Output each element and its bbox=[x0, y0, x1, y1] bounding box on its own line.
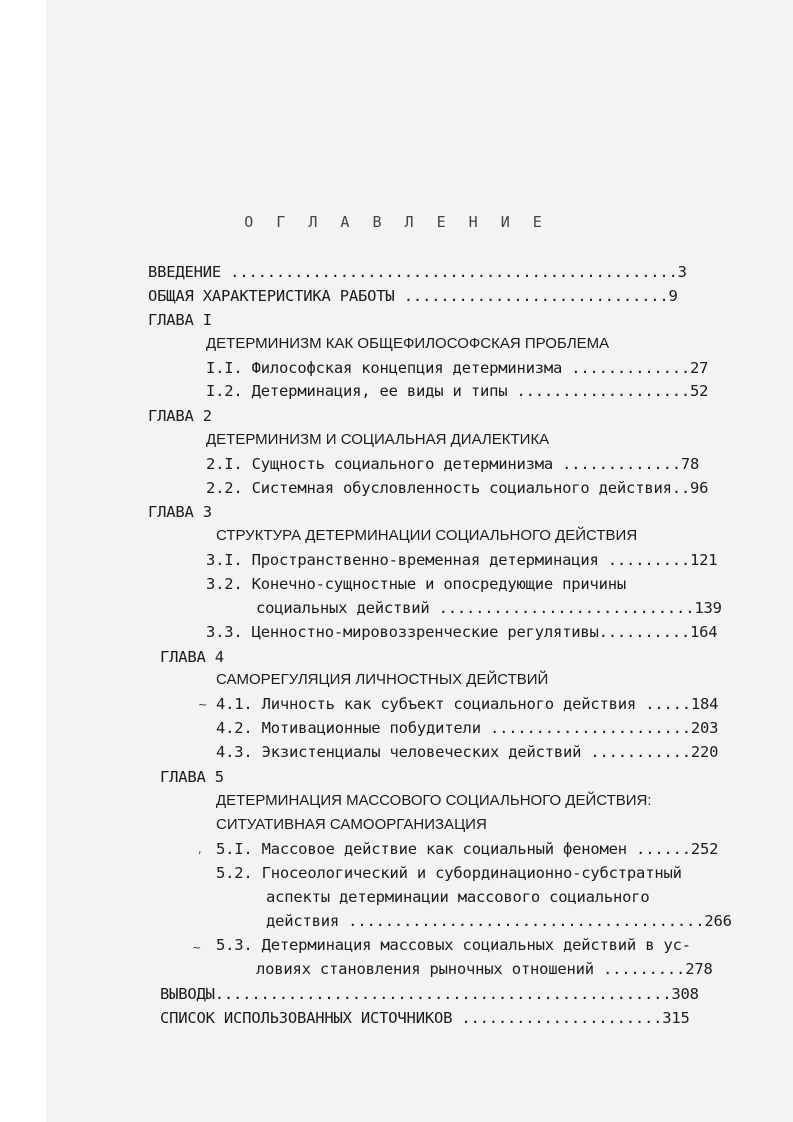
toc-chapter-1: ГЛАВА I bbox=[148, 311, 212, 329]
toc-heading: О Г Л А В Л Е Н И Е bbox=[244, 213, 549, 231]
toc-entry-5-2-cont2: действия .......................................266 bbox=[266, 912, 732, 930]
toc-entry-5-2: 5.2. Гносеологический и субординационно-субстратный bbox=[216, 864, 682, 882]
toc-entry-3-2: 3.2. Конечно-сущностные и опосредующие причины bbox=[206, 575, 627, 593]
pen-mark: ~ bbox=[198, 698, 208, 711]
toc-entry-1-1: I.I. Философская концепция детерминизма .............27 bbox=[206, 359, 709, 377]
pen-mark: ~ bbox=[192, 941, 202, 954]
toc-entry-3-2-cont: социальных действий ............................139 bbox=[256, 599, 722, 617]
toc-entry-5-2-cont: аспекты детерминации массового социального bbox=[266, 888, 650, 906]
toc-entry-5-3-cont: ловиях становления рыночных отношений .........278 bbox=[256, 960, 713, 978]
toc-chapter-2: ГЛАВА 2 bbox=[148, 407, 212, 425]
toc-entry-5-3: 5.3. Детерминация массовых социальных действий в ус- bbox=[216, 936, 691, 954]
toc-entry-4-3: 4.3. Экзистенциалы человеческих действий ...........220 bbox=[216, 743, 719, 761]
toc-entry-3-3: 3.3. Ценностно-мировоззренческие регулятивы..........164 bbox=[206, 623, 718, 641]
toc-entry-references: СПИСОК ИСПОЛЬЗОВАННЫХ ИСТОЧНИКОВ ......................315 bbox=[160, 1009, 690, 1027]
toc-chapter-5-title-cont: СИТУАТИВНАЯ САМООРГАНИЗАЦИЯ bbox=[216, 816, 487, 833]
toc-chapter-3: ГЛАВА 3 bbox=[148, 503, 212, 521]
toc-chapter-4-title: САМОРЕГУЛЯЦИЯ ЛИЧНОСТНЫХ ДЕЙСТВИЙ bbox=[216, 671, 549, 688]
toc-chapter-3-title: СТРУКТУРА ДЕТЕРМИНАЦИИ СОЦИАЛЬНОГО ДЕЙСТВИЯ bbox=[216, 527, 638, 544]
toc-entry-general-characteristics: ОБЩАЯ ХАРАКТЕРИСТИКА РАБОТЫ .............................9 bbox=[148, 287, 678, 305]
toc-chapter-4: ГЛАВА 4 bbox=[160, 648, 224, 666]
toc-entry-4-1: 4.1. Личность как субъект социального действия .....184 bbox=[216, 695, 719, 713]
toc-entry-1-2: I.2. Детерминация, ее виды и типы ...................52 bbox=[206, 382, 709, 400]
pen-mark: , bbox=[198, 843, 202, 856]
toc-chapter-1-title: ДЕТЕРМИНИЗМ КАК ОБЩЕФИЛОСОФСКАЯ ПРОБЛЕМА bbox=[206, 335, 610, 352]
toc-entry-5-1: 5.I. Массовое действие как социальный феномен ......252 bbox=[216, 840, 719, 858]
toc-entry-2-2: 2.2. Системная обусловленность социального действия..96 bbox=[206, 479, 709, 497]
toc-entry-introduction: ВВЕДЕНИЕ .................................................3 bbox=[148, 263, 687, 281]
toc-entry-2-1: 2.I. Сущность социального детерминизма .............78 bbox=[206, 455, 700, 473]
toc-chapter-5: ГЛАВА 5 bbox=[160, 768, 224, 786]
toc-entry-3-1: 3.I. Пространственно-временная детерминация .........121 bbox=[206, 551, 718, 569]
toc-chapter-5-title: ДЕТЕРМИНАЦИЯ МАССОВОГО СОЦИАЛЬНОГО ДЕЙСТВИЯ: bbox=[216, 792, 652, 809]
toc-chapter-2-title: ДЕТЕРМИНИЗМ И СОЦИАЛЬНАЯ ДИАЛЕКТИКА bbox=[206, 431, 550, 448]
toc-entry-conclusions: ВЫВОДЫ..................................................308 bbox=[160, 985, 699, 1003]
toc-entry-4-2: 4.2. Мотивационные побудители ......................203 bbox=[216, 719, 719, 737]
